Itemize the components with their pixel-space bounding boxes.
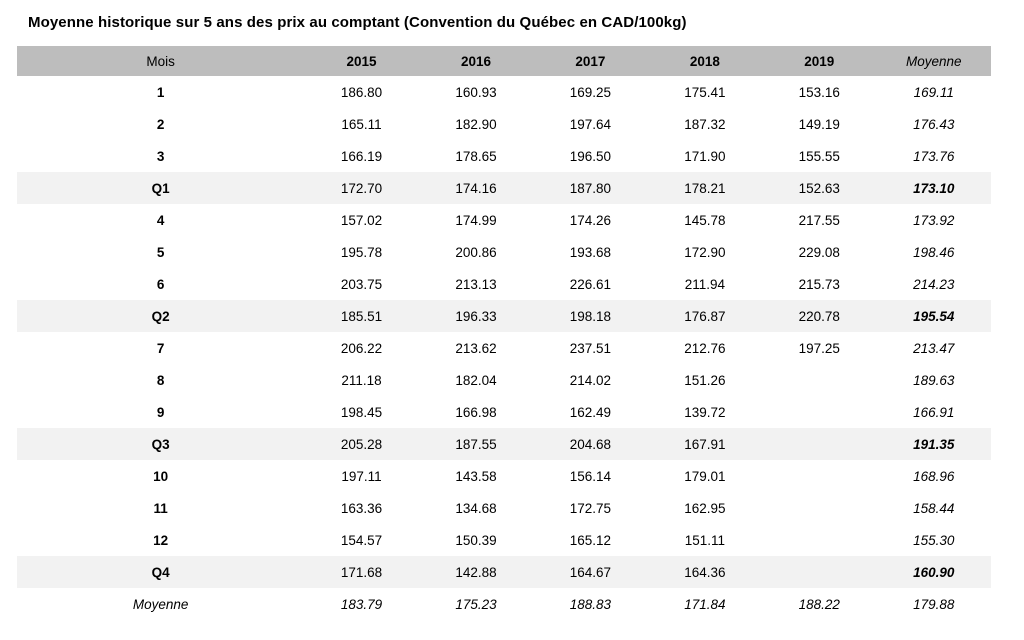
cell-2018: 162.95 bbox=[684, 500, 726, 516]
cell-2019: 229.08 bbox=[798, 244, 840, 260]
cell-mois: 10 bbox=[153, 468, 169, 484]
cell-mois: Moyenne bbox=[132, 596, 189, 612]
cell-mois: Q2 bbox=[151, 308, 170, 324]
cell-2015: 163.36 bbox=[340, 500, 383, 516]
cell-mois: 1 bbox=[156, 84, 165, 100]
table-row bbox=[17, 268, 991, 300]
cell-2018: 175.41 bbox=[684, 84, 726, 100]
cell-2017: 214.02 bbox=[569, 372, 612, 388]
cell-2018: 171.84 bbox=[684, 596, 726, 612]
cell-2016: 175.23 bbox=[455, 596, 497, 612]
table-row bbox=[17, 460, 991, 492]
cell-2015: 154.57 bbox=[340, 532, 383, 548]
cell-2019: 197.25 bbox=[798, 340, 840, 356]
cell-2018: 176.87 bbox=[684, 308, 726, 324]
historical-price-table bbox=[17, 46, 991, 620]
cell-moyenne: 155.30 bbox=[913, 532, 955, 548]
table-title: Moyenne historique sur 5 ans des prix au comptant (Convention du Québec en CAD/100kg) bbox=[28, 14, 687, 31]
cell-moyenne: 173.76 bbox=[913, 148, 955, 164]
cell-mois: 8 bbox=[156, 372, 165, 388]
cell-2019 bbox=[762, 428, 876, 460]
cell-moyenne: 191.35 bbox=[913, 436, 955, 452]
cell-2016: 150.39 bbox=[455, 532, 497, 548]
cell-2017: 172.75 bbox=[569, 500, 612, 516]
cell-2018: 187.32 bbox=[684, 116, 726, 132]
cell-mois: 6 bbox=[156, 276, 165, 292]
cell-2016: 200.86 bbox=[455, 244, 497, 260]
cell-2016: 213.62 bbox=[455, 340, 497, 356]
cell-mois: 7 bbox=[156, 340, 165, 356]
table-row bbox=[17, 108, 991, 140]
cell-2016: 182.90 bbox=[455, 116, 497, 132]
cell-2016: 178.65 bbox=[455, 148, 497, 164]
table-row bbox=[17, 204, 991, 236]
cell-2016: 160.93 bbox=[455, 84, 497, 100]
cell-2019: 153.16 bbox=[798, 84, 840, 100]
cell-2015: 205.28 bbox=[340, 436, 383, 452]
cell-2018: 179.01 bbox=[684, 468, 726, 484]
col-header-2019: 2019 bbox=[804, 53, 835, 69]
cell-2018: 172.90 bbox=[684, 244, 726, 260]
cell-2019 bbox=[762, 524, 876, 556]
cell-2015: 198.45 bbox=[340, 404, 383, 420]
cell-2019: 155.55 bbox=[798, 148, 840, 164]
cell-moyenne: 158.44 bbox=[913, 500, 955, 516]
cell-mois: 5 bbox=[156, 244, 165, 260]
table-row bbox=[17, 524, 991, 556]
cell-2015: 157.02 bbox=[340, 212, 383, 228]
table-row bbox=[17, 300, 991, 332]
cell-2015: 197.11 bbox=[341, 468, 382, 484]
cell-moyenne: 213.47 bbox=[913, 340, 955, 356]
cell-2019 bbox=[762, 492, 876, 524]
cell-2016: 182.04 bbox=[455, 372, 497, 388]
col-header-2015: 2015 bbox=[346, 53, 377, 69]
cell-2016: 196.33 bbox=[455, 308, 497, 324]
cell-2017: 197.64 bbox=[569, 116, 612, 132]
cell-2018: 151.11 bbox=[684, 532, 725, 548]
cell-mois: 12 bbox=[153, 532, 169, 548]
cell-mois: 3 bbox=[156, 148, 165, 164]
cell-moyenne: 179.88 bbox=[913, 596, 955, 612]
cell-2017: 174.26 bbox=[569, 212, 612, 228]
cell-mois: 9 bbox=[156, 404, 165, 420]
table-row bbox=[17, 364, 991, 396]
cell-2017: 204.68 bbox=[569, 436, 612, 452]
cell-mois: 2 bbox=[156, 116, 165, 132]
cell-2015: 185.51 bbox=[340, 308, 383, 324]
cell-2017: 198.18 bbox=[569, 308, 612, 324]
cell-moyenne: 198.46 bbox=[913, 244, 955, 260]
cell-2016: 174.99 bbox=[455, 212, 497, 228]
cell-2018: 145.78 bbox=[684, 212, 726, 228]
cell-2017: 196.50 bbox=[569, 148, 612, 164]
cell-2018: 178.21 bbox=[684, 180, 726, 196]
cell-moyenne: 160.90 bbox=[913, 564, 955, 580]
cell-moyenne: 166.91 bbox=[913, 404, 955, 420]
cell-2018: 164.36 bbox=[684, 564, 726, 580]
table-row bbox=[17, 588, 991, 620]
cell-2015: 183.79 bbox=[340, 596, 383, 612]
cell-moyenne: 168.96 bbox=[913, 468, 955, 484]
cell-moyenne: 189.63 bbox=[913, 372, 955, 388]
cell-2016: 187.55 bbox=[455, 436, 497, 452]
col-header-mois: Mois bbox=[146, 53, 175, 69]
cell-2017: 193.68 bbox=[569, 244, 612, 260]
cell-2019 bbox=[762, 396, 876, 428]
table-row bbox=[17, 236, 991, 268]
cell-2019: 152.63 bbox=[798, 180, 840, 196]
cell-2015: 203.75 bbox=[340, 276, 383, 292]
cell-2019 bbox=[762, 556, 876, 588]
header-row bbox=[17, 46, 991, 76]
cell-2016: 166.98 bbox=[455, 404, 497, 420]
cell-2019: 220.78 bbox=[798, 308, 840, 324]
cell-2018: 167.91 bbox=[684, 436, 726, 452]
cell-2015: 165.11 bbox=[341, 116, 382, 132]
cell-2016: 174.16 bbox=[455, 180, 497, 196]
cell-2018: 151.26 bbox=[684, 372, 726, 388]
table-row bbox=[17, 332, 991, 364]
cell-mois: Q3 bbox=[151, 436, 170, 452]
cell-2017: 162.49 bbox=[569, 404, 612, 420]
cell-2015: 186.80 bbox=[340, 84, 383, 100]
cell-mois: 11 bbox=[153, 500, 168, 516]
cell-mois: Q4 bbox=[151, 564, 170, 580]
cell-2019 bbox=[762, 364, 876, 396]
cell-2016: 142.88 bbox=[455, 564, 497, 580]
table-row bbox=[17, 140, 991, 172]
col-header-2018: 2018 bbox=[689, 53, 720, 69]
table-row bbox=[17, 492, 991, 524]
cell-2017: 188.83 bbox=[569, 596, 612, 612]
cell-2015: 211.18 bbox=[341, 372, 382, 388]
cell-moyenne: 173.10 bbox=[913, 180, 955, 196]
cell-2018: 171.90 bbox=[684, 148, 726, 164]
cell-2015: 166.19 bbox=[340, 148, 383, 164]
table-row bbox=[17, 76, 991, 108]
cell-2017: 156.14 bbox=[569, 468, 612, 484]
table-row bbox=[17, 172, 991, 204]
table-row bbox=[17, 396, 991, 428]
cell-2018: 212.76 bbox=[684, 340, 726, 356]
cell-moyenne: 173.92 bbox=[913, 212, 955, 228]
cell-2019 bbox=[762, 460, 876, 492]
cell-2015: 171.68 bbox=[340, 564, 383, 580]
cell-2018: 139.72 bbox=[684, 404, 726, 420]
cell-2016: 143.58 bbox=[455, 468, 497, 484]
cell-2016: 213.13 bbox=[455, 276, 497, 292]
cell-moyenne: 169.11 bbox=[913, 84, 954, 100]
cell-moyenne: 214.23 bbox=[913, 276, 955, 292]
cell-mois: 4 bbox=[156, 212, 165, 228]
cell-2017: 169.25 bbox=[569, 84, 612, 100]
cell-2019: 149.19 bbox=[798, 116, 840, 132]
cell-2016: 134.68 bbox=[455, 500, 497, 516]
cell-moyenne: 176.43 bbox=[913, 116, 955, 132]
col-header-moyenne: Moyenne bbox=[905, 53, 962, 69]
cell-2015: 195.78 bbox=[340, 244, 383, 260]
cell-2019: 188.22 bbox=[798, 596, 840, 612]
col-header-2017: 2017 bbox=[575, 53, 606, 69]
table-header bbox=[17, 46, 991, 76]
cell-2018: 211.94 bbox=[684, 276, 725, 292]
cell-2019: 215.73 bbox=[798, 276, 840, 292]
cell-2017: 165.12 bbox=[569, 532, 612, 548]
cell-2017: 164.67 bbox=[569, 564, 612, 580]
cell-2017: 187.80 bbox=[569, 180, 612, 196]
cell-2015: 206.22 bbox=[340, 340, 383, 356]
cell-mois: Q1 bbox=[151, 180, 170, 196]
cell-2019: 217.55 bbox=[798, 212, 840, 228]
table-body bbox=[17, 76, 991, 620]
cell-2015: 172.70 bbox=[340, 180, 383, 196]
cell-2017: 237.51 bbox=[569, 340, 612, 356]
table-row bbox=[17, 556, 991, 588]
cell-moyenne: 195.54 bbox=[913, 308, 955, 324]
col-header-2016: 2016 bbox=[460, 53, 491, 69]
cell-2017: 226.61 bbox=[569, 276, 612, 292]
table-row bbox=[17, 428, 991, 460]
